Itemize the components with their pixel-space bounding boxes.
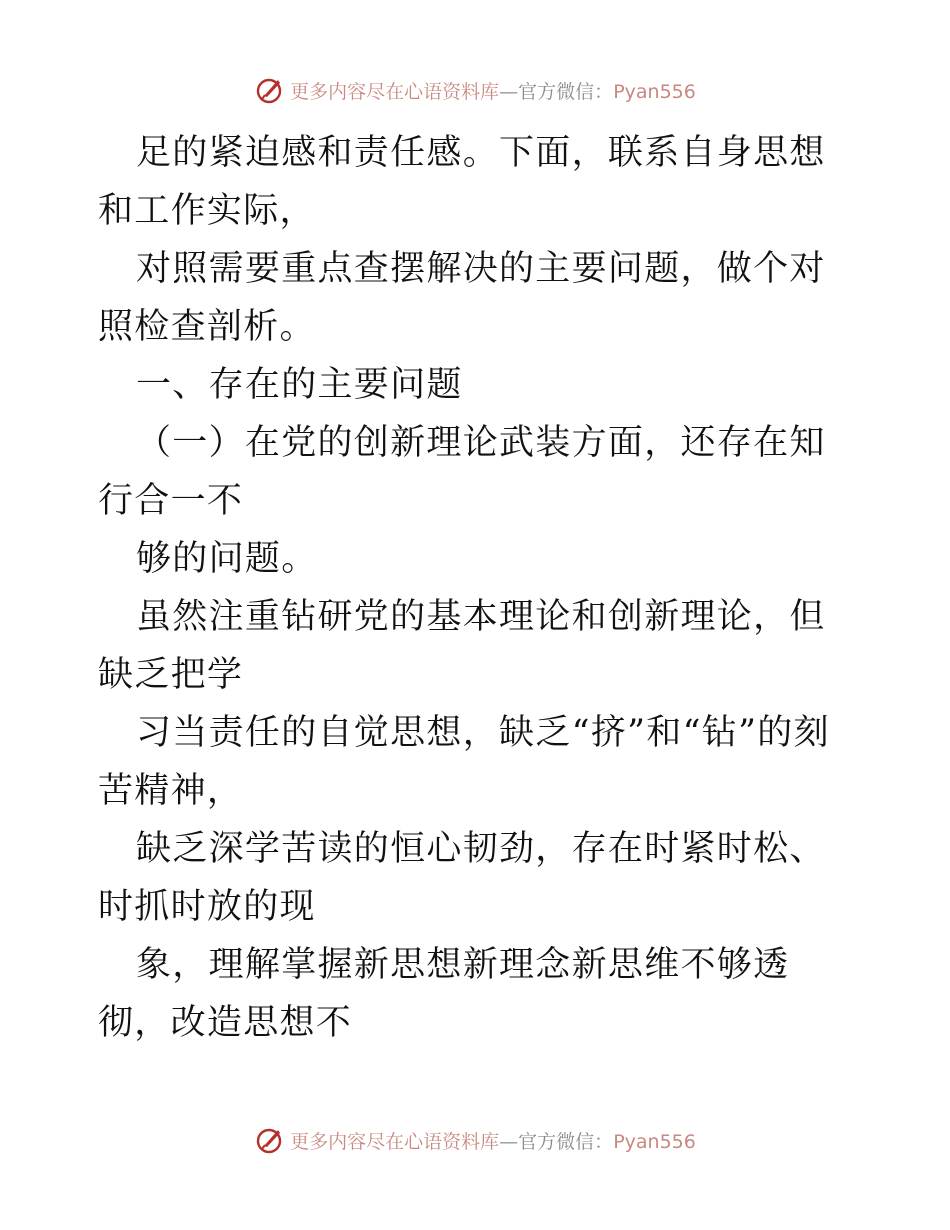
- document-body: [98, 124, 858, 1052]
- watermark-text: [290, 1127, 696, 1154]
- watermark-separator: —: [499, 80, 519, 103]
- subsection-heading: （一）在党的创新理论武装方面，还存在知行合一不: [98, 423, 826, 521]
- watermark-separator: —: [499, 1130, 519, 1153]
- watermark-wechat-id: Pyan556: [613, 1130, 696, 1153]
- paragraph: 足的紧迫感和责任感。下面，联系自身思想和工作实际，: [98, 133, 826, 231]
- watermark-wechat-id: Pyan556: [613, 80, 696, 103]
- paragraph: 习当责任的自觉思想，缺乏“挤”和“钻”的刻苦精神，: [98, 713, 830, 811]
- paragraph: 象，理解掌握新思想新理念新思维不够透彻，改造思想不: [98, 945, 790, 1043]
- watermark-wechat-label: 官方微信：: [518, 1130, 614, 1153]
- paragraph: 够的问题。: [136, 539, 318, 579]
- footer-watermark: [0, 1120, 950, 1160]
- quill-logo-icon: [254, 75, 284, 105]
- quill-logo-icon: [254, 1125, 284, 1155]
- watermark-brand: 更多内容尽在心语资料库: [290, 1130, 500, 1153]
- watermark-text: [290, 77, 696, 104]
- paragraph: 对照需要重点查摆解决的主要问题，做个对照检查剖析。: [98, 249, 826, 347]
- paragraph: 虽然注重钻研党的基本理论和创新理论，但缺乏把学: [98, 597, 826, 695]
- watermark-brand: 更多内容尽在心语资料库: [290, 80, 500, 103]
- watermark-wechat-label: 官方微信：: [518, 80, 614, 103]
- paragraph: 缺乏深学苦读的恒心韧劲，存在时紧时松、时抓时放的现: [98, 829, 826, 927]
- header-watermark: [0, 70, 950, 110]
- section-heading: 一、存在的主要问题: [136, 365, 463, 405]
